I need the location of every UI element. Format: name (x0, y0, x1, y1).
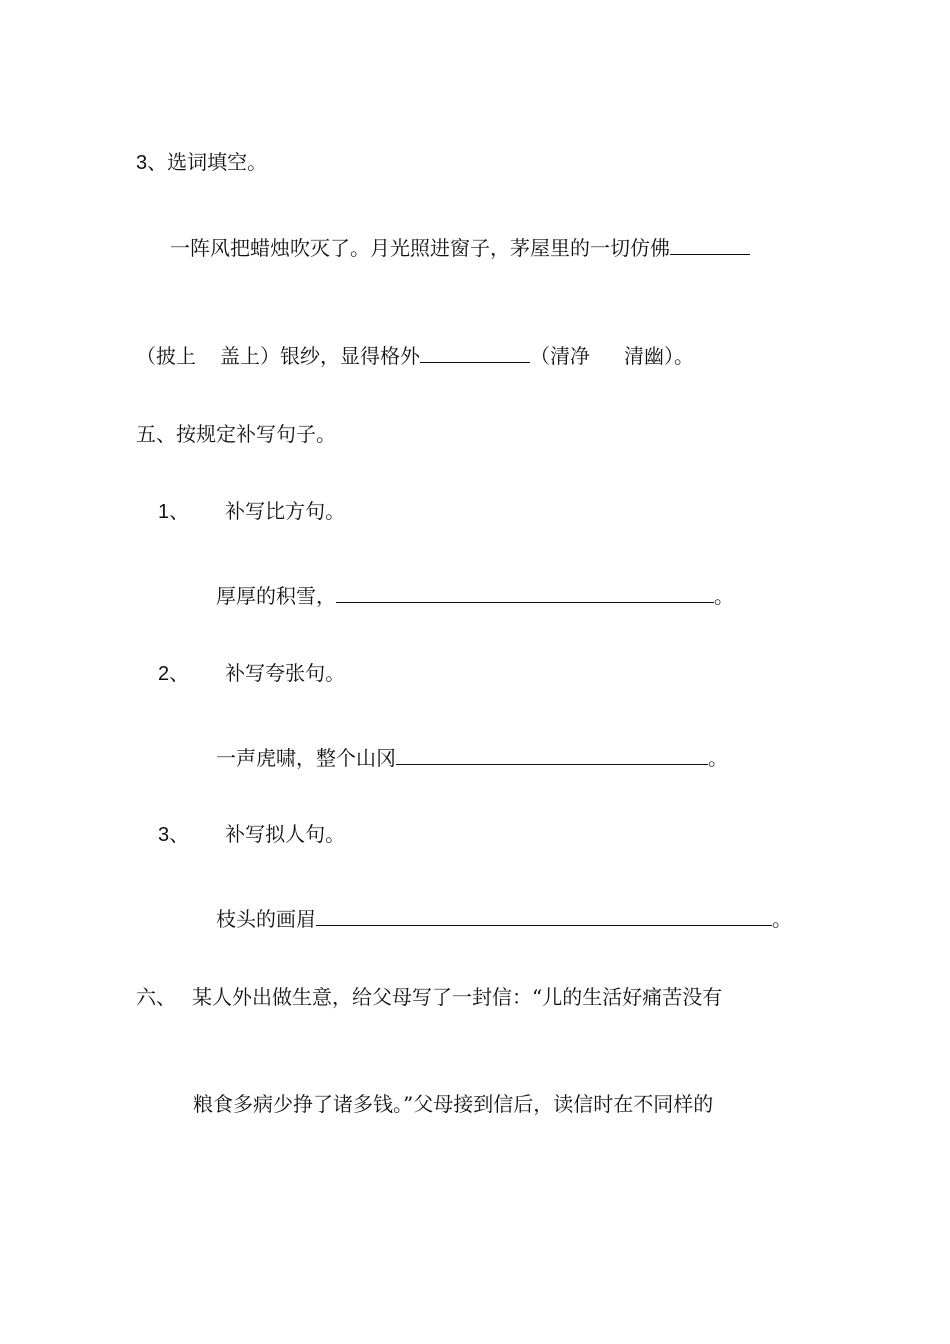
section6-number: 六、 (136, 985, 176, 1009)
section5-item-1-answer (216, 580, 734, 610)
q3-option-1: （披上 (136, 344, 196, 368)
section5-item-1 (158, 497, 345, 526)
section6-text-1: 某人外出做生意，给父母写了一封信：“儿的生活好痛苦没有 (192, 985, 723, 1009)
item-1-prompt: 厚厚的积雪， (216, 584, 336, 608)
q3-sentence-line2 (136, 340, 694, 370)
item-2-prompt: 一声虎啸，整个山冈 (216, 746, 396, 770)
item-1-number: 1、 (158, 501, 190, 523)
section5-item-2-answer (216, 742, 728, 772)
section5-item-2 (158, 659, 345, 688)
section5-item-3 (158, 820, 345, 849)
item-3-end: 。 (772, 907, 792, 931)
item-2-blank[interactable] (396, 742, 708, 765)
item-1-end: 。 (714, 584, 734, 608)
item-3-number: 3、 (158, 824, 190, 846)
section6-line2: 粮食多病少挣了诸多钱。”父母接到信后，读信时在不同样的 (193, 1092, 714, 1116)
q3-sentence-line1 (170, 232, 750, 262)
section5-item-3-answer (216, 903, 792, 933)
q3-heading (136, 148, 267, 177)
q3-blank-1[interactable] (670, 232, 750, 255)
item-3-blank[interactable] (316, 903, 772, 926)
section5-heading: 五、按规定补写句子。 (136, 422, 336, 446)
q3-title: 、选词填空。 (147, 150, 268, 174)
q3-blank-2[interactable] (420, 340, 530, 363)
item-2-label: 补写夸张句。 (225, 661, 346, 685)
item-3-prompt: 枝头的画眉 (216, 907, 316, 931)
item-2-end: 。 (708, 746, 728, 770)
q3-option-3: （清净 (530, 344, 590, 368)
item-2-number: 2、 (158, 663, 190, 685)
q3-sentence-text: 一阵风把蜡烛吹灭了。月光照进窗子，茅屋里的一切仿佛 (170, 236, 670, 260)
item-3-label: 补写拟人句。 (225, 822, 346, 846)
section6-line1 (136, 983, 722, 1011)
q3-number: 3 (136, 152, 148, 174)
q3-option-2: 盖上）银纱，显得格外 (220, 344, 420, 368)
item-1-label: 补写比方句。 (225, 499, 346, 523)
item-1-blank[interactable] (336, 580, 714, 603)
q3-option-4: 清幽）。 (624, 344, 694, 368)
